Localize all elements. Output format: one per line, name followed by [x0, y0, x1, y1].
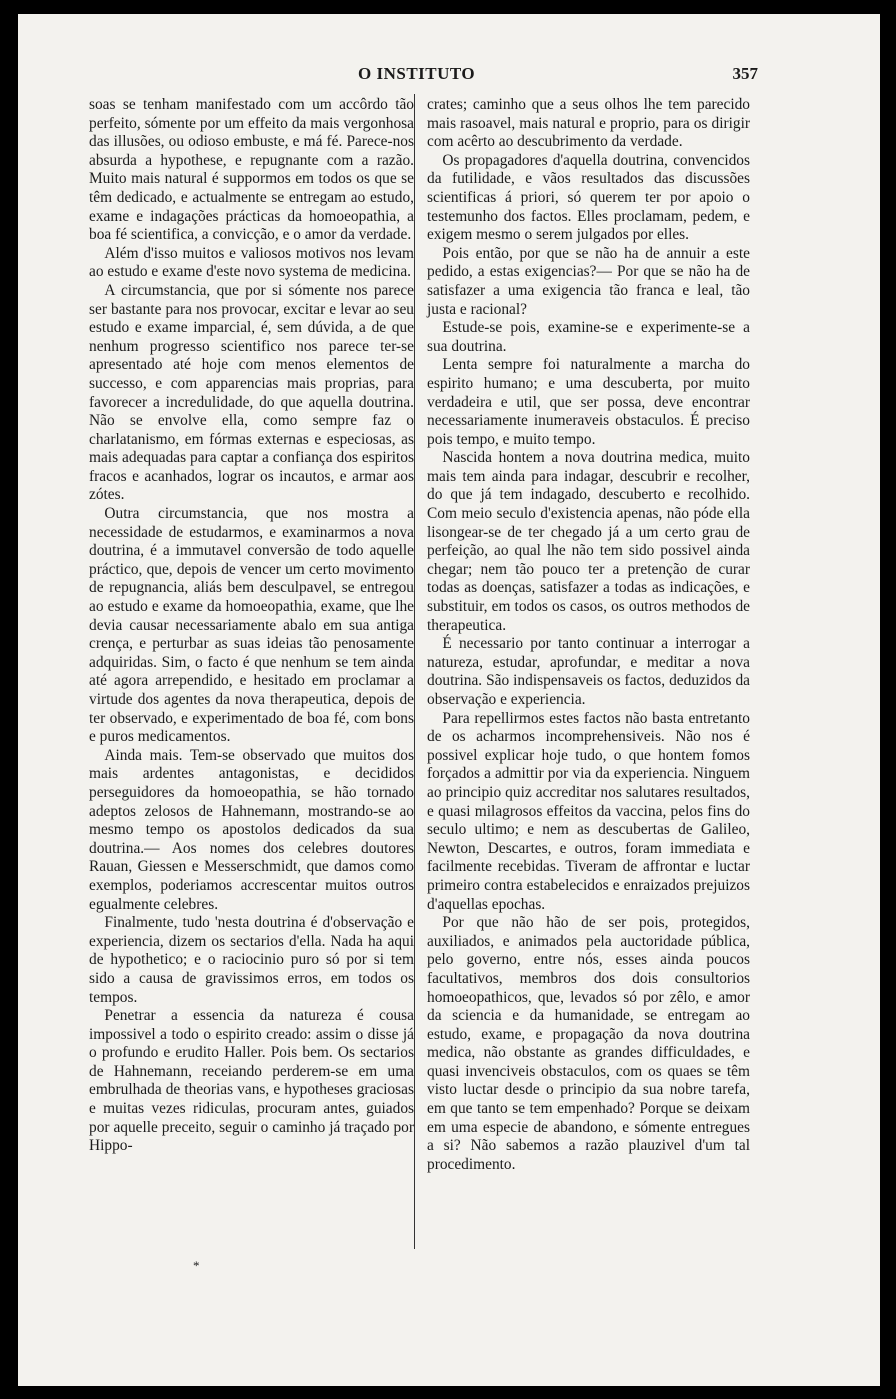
paragraph: Pois então, por que se não ha de annuir a este pedido, a estas exigencias?— Por que se não ha de satisfazer a uma exigencia tão franca e leal, tão justa e racional? — [427, 244, 750, 318]
paragraph: Estude-se pois, examine-se e experimente-se a sua doutrina. — [427, 319, 750, 355]
paragraph: É necessario por tanto continuar a interrogar a natureza, estudar, aprofundar, e meditar a nova doutrina. São indispensaveis os factos, deduzidos da observação e experiencia. — [427, 635, 750, 708]
running-title: O INSTITUTO — [358, 64, 476, 83]
signature-mark: * — [193, 1258, 200, 1273]
paragraph: soas se tenham manifestado com um accôrdo tão perfeito, sómente por um effeito da mais vergonhosa das illusões, ou odioso embuste, e má fé. Parece-nos absurda a hypothese, e repugnante com a razão. Muito mais natural é suppormos em todos os que se têm dedicado, e actualmente se entregam ao estudo, exame e indagações prácticas da homoeopathia, a boa fé scientifica, a convicção, e o amor da verdade. — [89, 96, 414, 244]
paragraph: Por que não hão de ser pois, protegidos, auxiliados, e animados pela auctoridade pública, pelo governo, entre nós, esses ainda poucos facultativos, membros dos dois consultorios homoeopathicos, que, levados só por zêlo, e amor da sciencia e da humanidade, se entregam ao estudo, exame, e propagação da nova doutrina medica, não obstante as grandes difficuldades, e quasi invenciveis obstaculos, com os quaes se têm visto luctar desde o principio da sua nobre tarefa, em que tanto se tem empenhado? Porque se deixam em uma especie de abandono, e sómente entregues a si? Não sabemos a razão plauzivel d'um tal procedimento. — [427, 914, 750, 1173]
paragraph: Os propagadores d'aquella doutrina, convencidos da futilidade, e vãos resultados das discussões scientificas á priori, só querem ter por apoio o testemunho dos factos. Elles proclamam, pedem, e exigem mesmo o serem julgados por elles. — [427, 151, 750, 244]
page-number: 357 — [732, 64, 758, 83]
scanned-page — [18, 14, 880, 1386]
paragraph: Além d'isso muitos e valiosos motivos nos levam ao estudo e exame d'este novo systema de medicina. — [89, 244, 414, 281]
paragraph: Outra circumstancia, que nos mostra a necessidade de estudarmos, e examinarmos a nova doutrina, é a immutavel conversão de todo aquelle práctico, que, depois de vencer um certo movimento de repugnancia, aliás bem desculpavel, se entregou ao estudo e exame da homoeopathia, exame, que lhe devia causar necessariamente abalo em sua antiga crença, e perturbar as suas ideias tão penosamente adquiridas. Sim, o facto é que nenhum se tem ainda até agora arrependido, e hesitado em proclamar a virtude dos agentes da nova therapeutica, depois de ter observado, e experimentado de boa fé, com bons e puros medicamentos. — [89, 505, 414, 746]
column-divider — [414, 94, 415, 1249]
paragraph: Finalmente, tudo 'nesta doutrina é d'observação e experiencia, dizem os sectarios d'ella. Nada ha aqui de hypothetico; e o raciocinio puro só por si tem sido a causa de gravissimos erros, em todos os tempos. — [89, 914, 414, 1006]
page-header — [18, 64, 880, 90]
right-column — [427, 96, 750, 1174]
paragraph: Nascida hontem a nova doutrina medica, muito mais tem ainda para indagar, descubrir e recolher, do que já tem indagado, descuberto e recolhido. Com meio seculo d'existencia apenas, não póde ella lisongear-se de ter chegado já a um certo grau de perfeição, ao qual lhe não tem sido possivel ainda chegar; nem tão pouco ter a pretenção de curar todas as doenças, satisfazer a todas as indicações, e substituir, em todos os casos, os outros methodos de therapeutica. — [427, 449, 750, 634]
paragraph: Ainda mais. Tem-se observado que muitos dos mais ardentes antagonistas, e decididos perseguidores da homoeopathia, se hão tornado adeptos zelosos de Hahnemann, mostrando-se ao mesmo tempo os apostolos dedicados da sua doutrina.— Aos nomes dos celebres doutores Rauan, Giessen e Messerschmidt, que damos como exemplos, poderiamos accrescentar muitos outros egualmente celebres. — [89, 746, 414, 913]
paragraph: Penetrar a essencia da natureza é cousa impossivel a todo o espirito creado: assim o disse já o profundo e erudito Haller. Pois bem. Os sectarios de Hahnemann, receiando perderem-se em uma embrulhada de theorias vans, e hypotheses graciosas e muitas vezes ridiculas, procuram antes, guiados por aquelle preceito, seguir o caminho já traçado por Hippo- — [89, 1007, 414, 1155]
paragraph: crates; caminho que a seus olhos lhe tem parecido mais rasoavel, mais natural e proprio, para os dirigir com acêrto ao descubrimento da verdade. — [427, 96, 750, 151]
paragraph: Para repellirmos estes factos não basta entretanto de os acharmos incomprehensiveis. Não nos é possivel explicar hoje tudo, o que hontem fomos forçados a admittir por via da experiencia. Ninguem ao principio quiz accreditar nos salutares resultados, e quasi milagrosos effeitos da vaccina, pelos fins do seculo ultimo; e nem as descubertas de Galileo, Newton, Descartes, e outros, foram immediata e facilmente recebidas. Tiveram de affrontar e luctar primeiro contra estabelecidos e enraizados prejuizos d'aquellas epochas. — [427, 709, 750, 913]
left-column — [89, 96, 414, 1156]
paragraph: Lenta sempre foi naturalmente a marcha do espirito humano; e uma descuberta, por muito verdadeira e util, que ser possa, deve encontrar necessariamente inumeraveis obstaculos. É preciso pois tempo, e muito tempo. — [427, 356, 750, 448]
paragraph: A circumstancia, que por si sómente nos parece ser bastante para nos provocar, excitar e levar ao seu estudo e exame imparcial, é, sem dúvida, a de que nenhum progresso scientifico nos parece ter-se apresentado até hoje com menos elementos de successo, e com apparencias mais proprias, para favorecer a incredulidade, do que aquella doutrina. Não se envolve ella, como sempre faz o charlatanismo, em fórmas externas e especiosas, as mais adequadas para captar a confiança dos espiritos fracos e acanhados, lograr os incautos, e armar aos zótes. — [89, 281, 414, 504]
